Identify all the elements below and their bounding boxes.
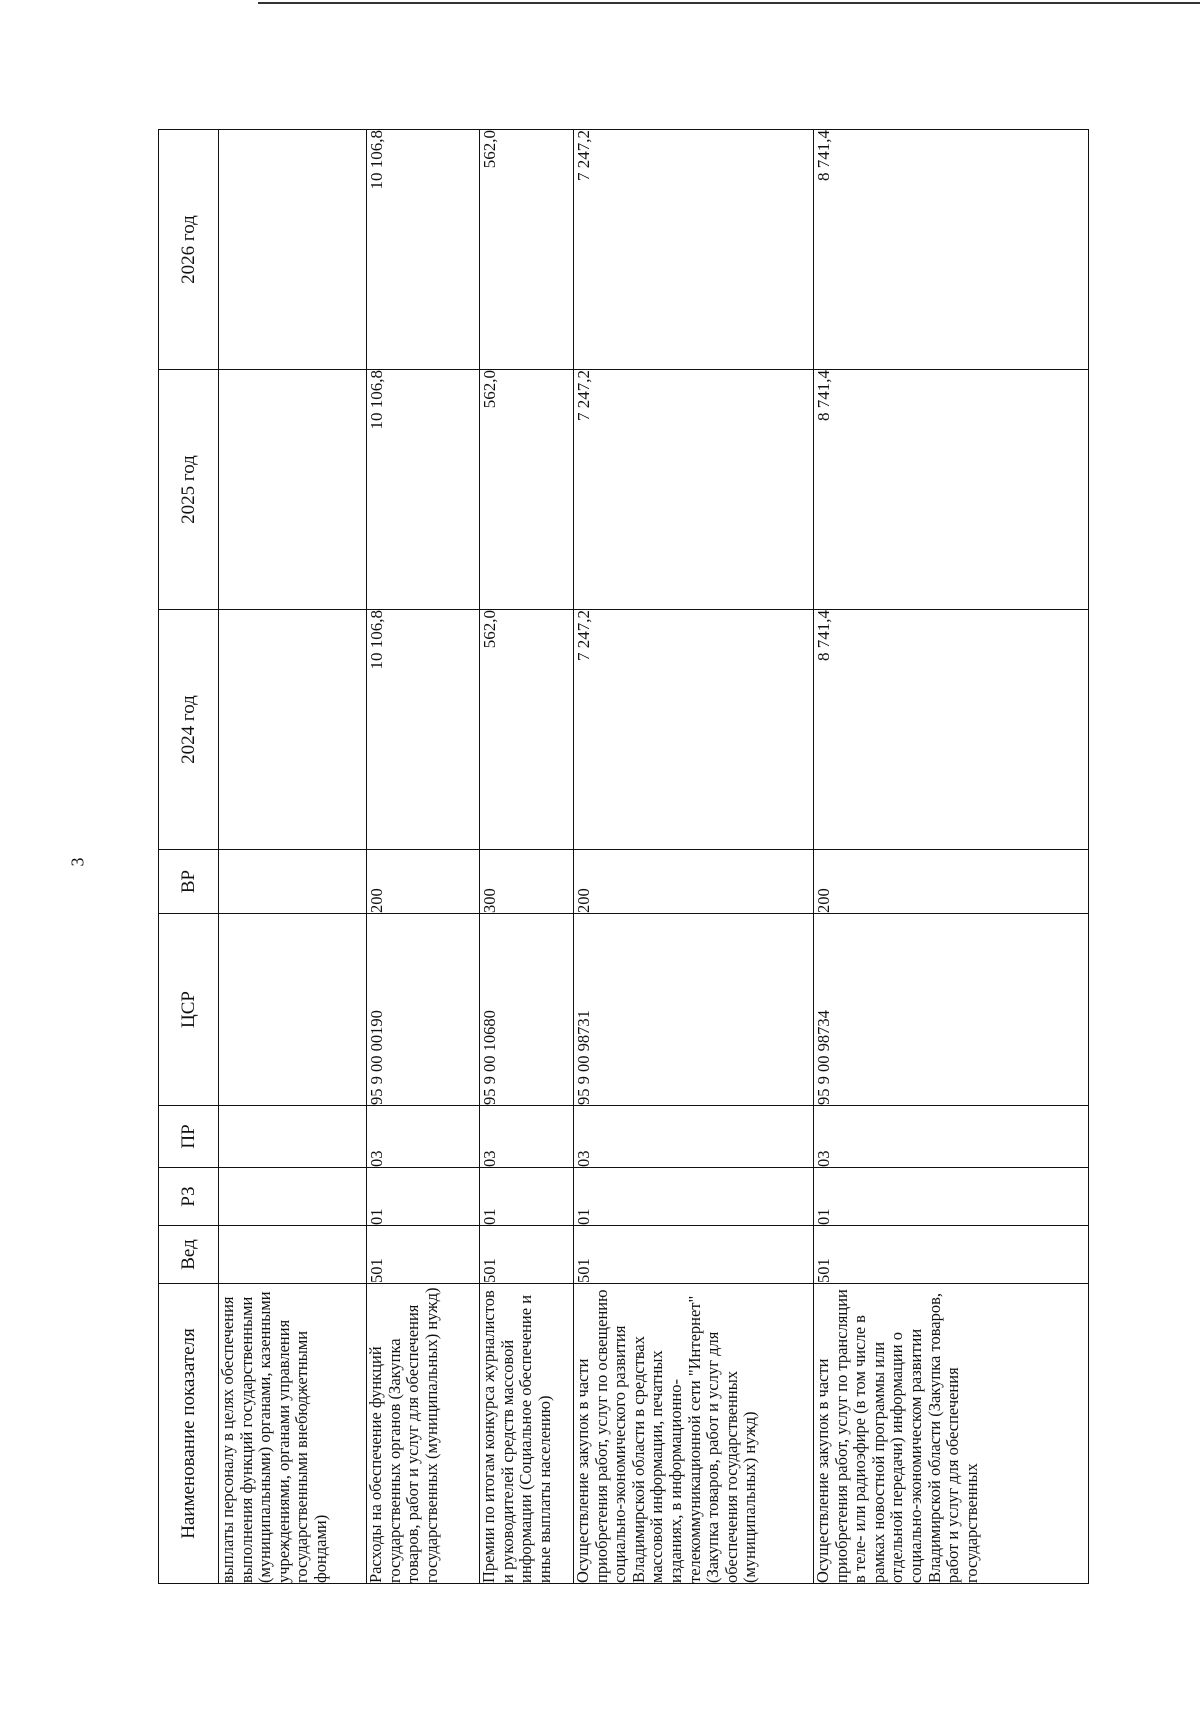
row-2025: 10 106,8 [367,370,480,610]
budget-table [158,129,1089,1584]
row-ved: 501 [367,1226,480,1284]
row-name: выплаты персоналу в целях обеспечения выполнения функций государственными (муниципальными) органами, казенными учреждениями, органами управления государственными внебюджетными фондами) [219,1284,367,1584]
row-2026: 10 106,8 [367,130,480,370]
row-2024: 8 741,4 [814,610,1089,850]
table-row [480,130,574,1584]
row-rz: 01 [814,1168,1089,1226]
page-number: 3 [67,857,88,867]
header-csr: ЦСР [159,914,219,1106]
header-ved: Вед [159,1226,219,1284]
row-rz: 01 [574,1168,814,1226]
row-pr: 03 [367,1106,480,1168]
row-pr [219,1106,367,1168]
row-csr: 95 9 00 10680 [480,914,574,1106]
row-2025 [219,370,367,610]
table-header-row [159,130,219,1584]
row-2024: 562,0 [480,610,574,850]
header-2025: 2025 год [159,370,219,610]
header-rz: РЗ [159,1168,219,1226]
row-2025: 7 247,2 [574,370,814,610]
row-csr: 95 9 00 98734 [814,914,1089,1106]
row-2026: 562,0 [480,130,574,370]
table-row [367,130,480,1584]
table-row [814,130,1089,1584]
row-ved: 501 [480,1226,574,1284]
row-pr: 03 [574,1106,814,1168]
header-2026: 2026 год [159,130,219,370]
row-name: Расходы на обеспечение функций государственных органов (Закупка товаров, работ и услуг для обеспечения государственных (муниципальных) нужд) [367,1284,480,1584]
rotated-table-wrapper [158,130,1088,1584]
row-rz: 01 [367,1168,480,1226]
row-name: Осуществление закупок в части приобретения работ, услуг по трансляции в теле- или радиоэфире (в том числе в рамках новостной программы или отдельной передачи) информации о социально-экономическом развитии Владимирской области (Закупка товаров, работ и услуг для обеспечения государственных [814,1284,1089,1584]
row-2026: 7 247,2 [574,130,814,370]
row-ved [219,1226,367,1284]
row-2024: 10 106,8 [367,610,480,850]
row-2025: 8 741,4 [814,370,1089,610]
top-edge-rule [258,2,1200,4]
table-row [219,130,367,1584]
row-2026: 8 741,4 [814,130,1089,370]
row-vr: 200 [367,850,480,914]
row-vr: 200 [574,850,814,914]
row-vr: 200 [814,850,1089,914]
row-name: Премии по итогам конкурса журналистов и руководителей средств массовой информации (Социальное обеспечение и иные выплаты населению) [480,1284,574,1584]
row-pr: 03 [814,1106,1089,1168]
header-2024: 2024 год [159,610,219,850]
row-ved: 501 [574,1226,814,1284]
row-vr: 300 [480,850,574,914]
table-row [574,130,814,1584]
row-pr: 03 [480,1106,574,1168]
row-2026 [219,130,367,370]
row-2024: 7 247,2 [574,610,814,850]
row-csr: 95 9 00 00190 [367,914,480,1106]
row-name: Осуществление закупок в части приобретения работ, услуг по освещению социально-экономического развития Владимирской области в средствах массовой информации, печатных изданиях, в информационно-телекоммуникационной сети "Интернет" (Закупка товаров, работ и услуг для обеспечения государственных (муниципальных) нужд) [574,1284,814,1584]
row-vr [219,850,367,914]
row-csr [219,914,367,1106]
row-2024 [219,610,367,850]
header-name: Наименование показателя [159,1284,219,1584]
row-ved: 501 [814,1226,1089,1284]
row-csr: 95 9 00 98731 [574,914,814,1106]
row-rz: 01 [480,1168,574,1226]
header-vr: ВР [159,850,219,914]
row-2025: 562,0 [480,370,574,610]
row-rz [219,1168,367,1226]
header-pr: ПР [159,1106,219,1168]
